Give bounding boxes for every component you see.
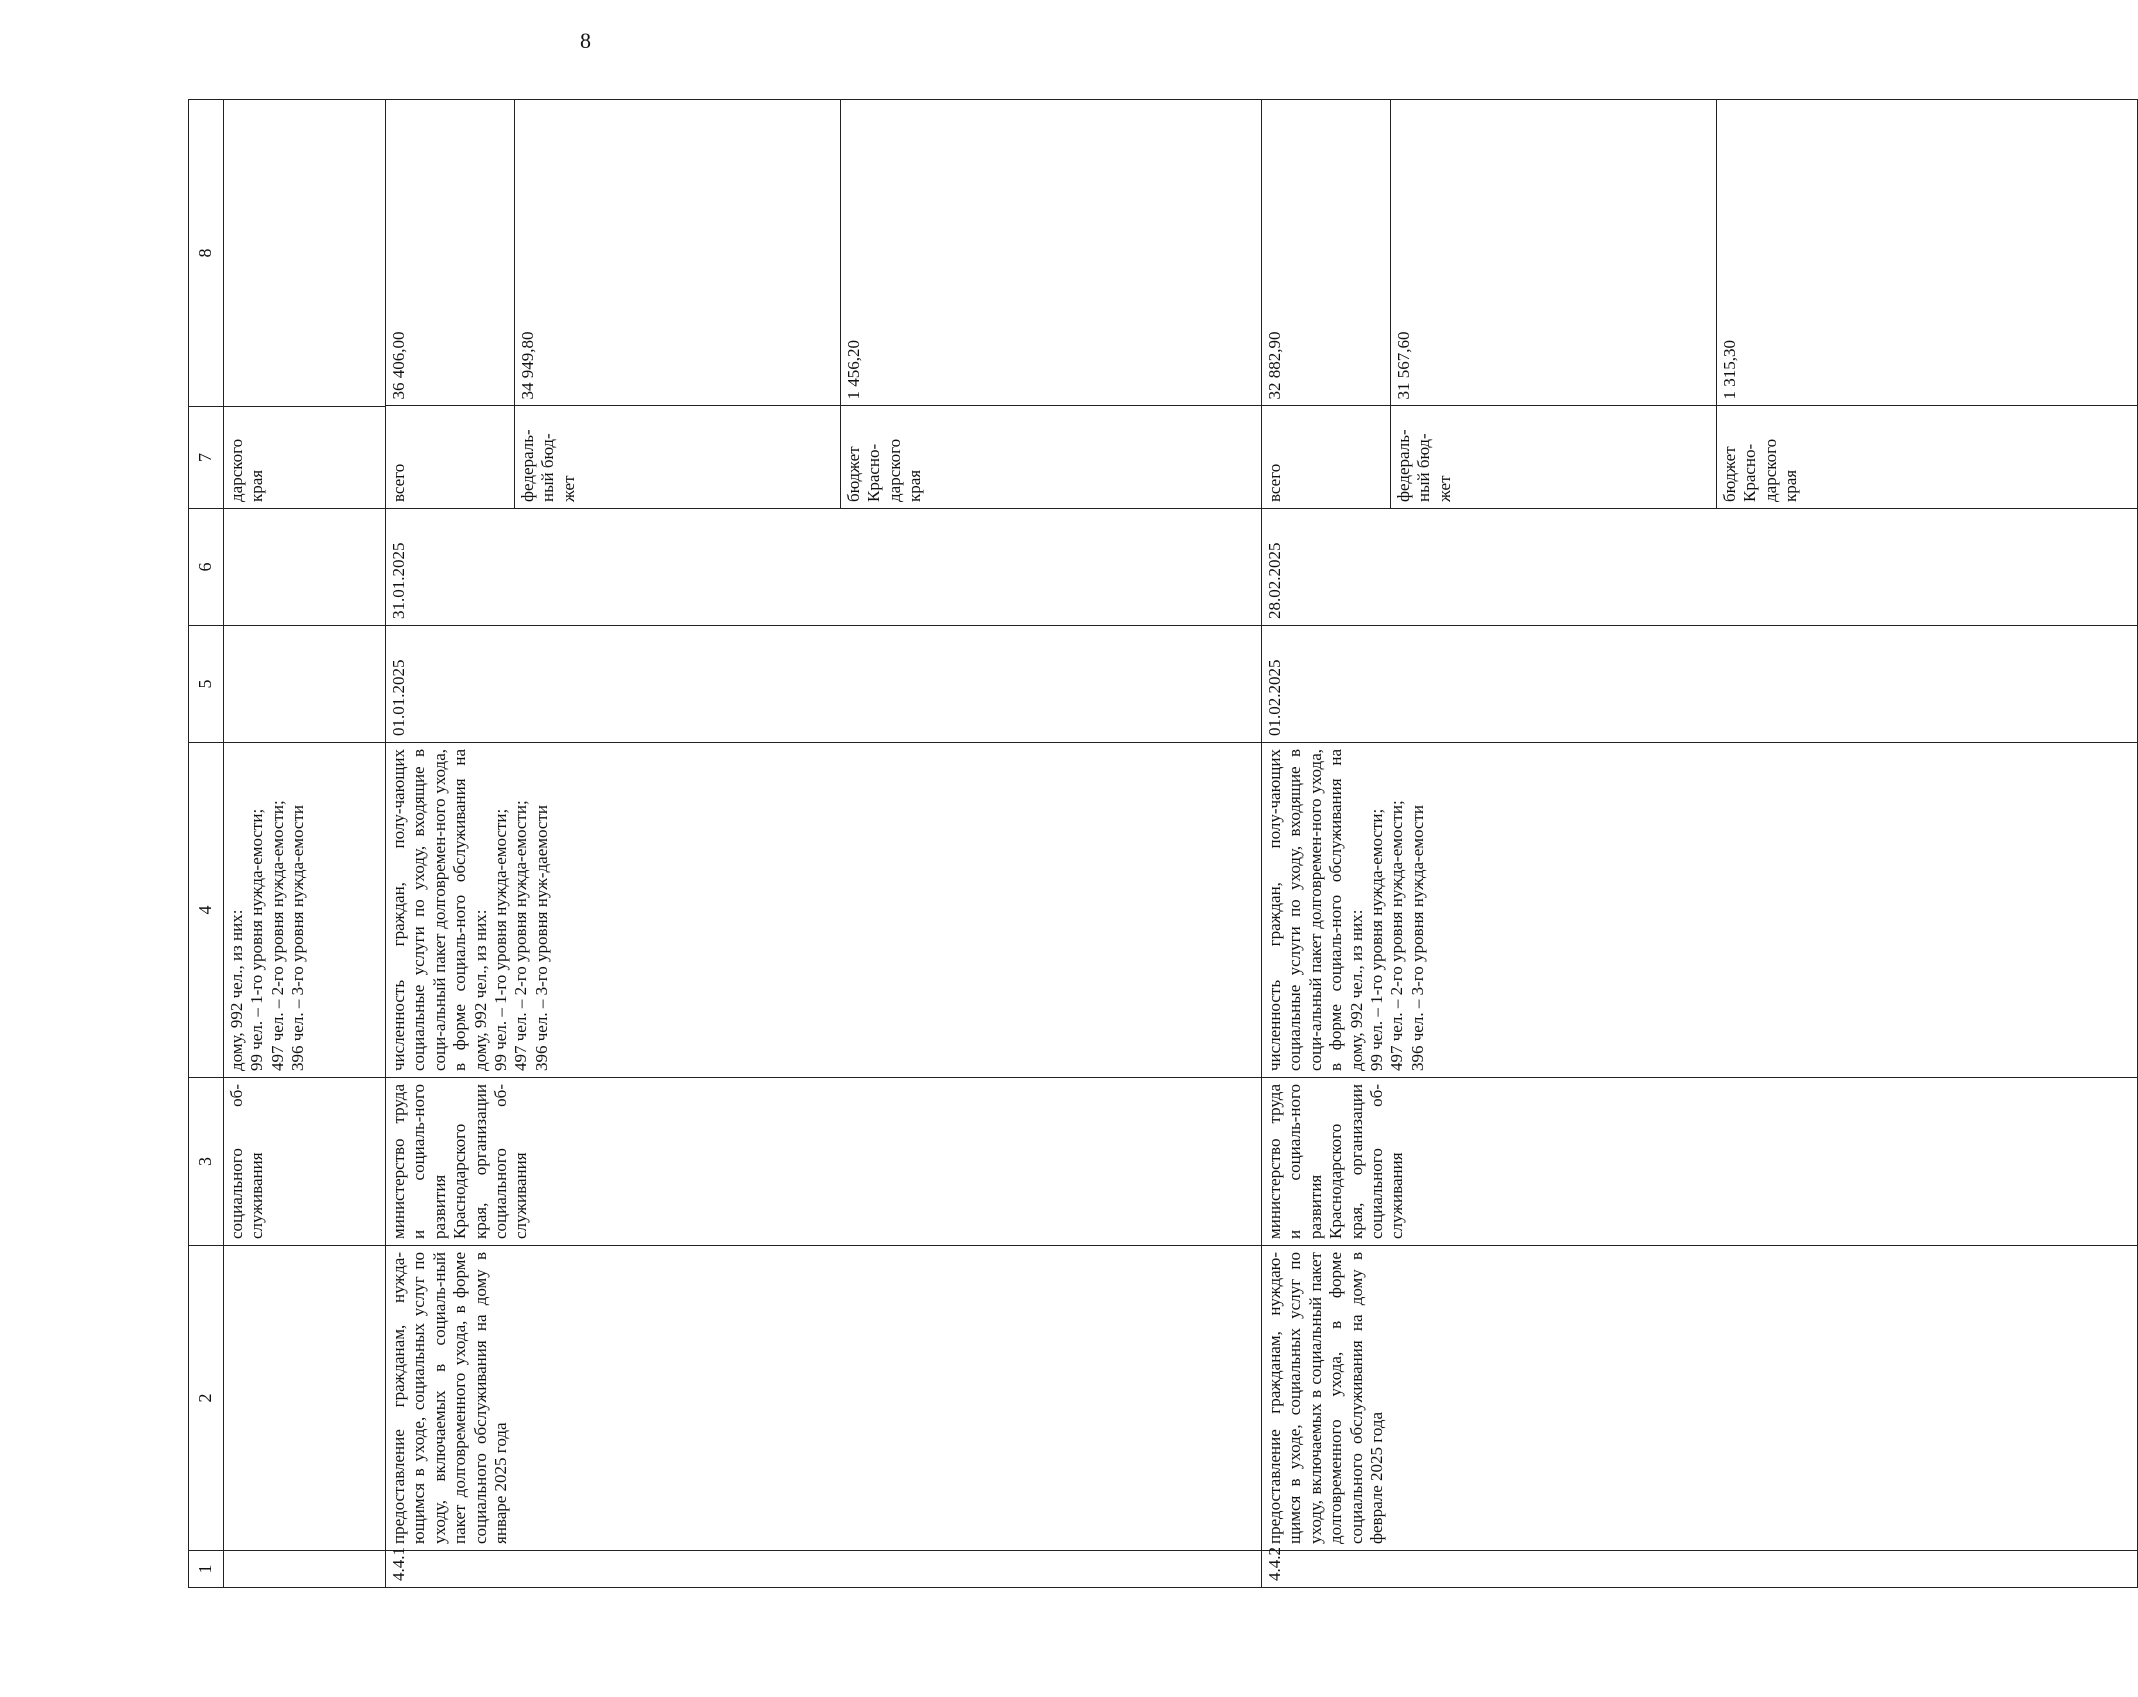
funding-cell bbox=[386, 100, 1262, 509]
header-col-5: 5 bbox=[189, 626, 224, 743]
header-col-2: 2 bbox=[189, 1246, 224, 1551]
funding-row bbox=[840, 99, 1261, 508]
funding-amount: 34 949,80 bbox=[514, 99, 840, 406]
rotated-table-wrapper bbox=[188, 100, 1800, 1588]
indicator bbox=[386, 743, 1262, 1078]
funding-row bbox=[1716, 99, 2137, 508]
funding-source: всего bbox=[386, 406, 514, 508]
end-date: 31.01.2025 bbox=[386, 509, 1262, 626]
funding-amount: 1 456,20 bbox=[843, 340, 863, 400]
indicator-line: 99 чел. – 1-го уровня нужда-емости; bbox=[490, 808, 510, 1071]
header-col-6: 6 bbox=[189, 509, 224, 626]
start-date: 01.01.2025 bbox=[386, 626, 1262, 743]
table-row bbox=[1262, 100, 2138, 1588]
indicator-line: численность граждан, полу-чающих социальные услуги по уходу, входящие в соци-альный пакет долговремен-ного ухода, в форме социаль-ного обслуживания на дому, 992 чел., из них: bbox=[389, 749, 490, 1071]
header-col-8: 8 bbox=[189, 100, 224, 407]
table-row bbox=[386, 100, 1262, 1588]
funding-source: бюджет Красно-дарского края bbox=[840, 406, 1261, 508]
header-row bbox=[189, 100, 224, 1588]
funding-source: федераль-ный бюд-жет bbox=[514, 406, 840, 508]
plan-table bbox=[188, 99, 2138, 1588]
indicator bbox=[1262, 743, 2138, 1078]
funding-table bbox=[386, 99, 1261, 508]
funding-amount: 32 882,90 bbox=[1262, 99, 1390, 406]
event-name: предоставление гражданам, нуждаю-щимся в уходе, социальных услуг по уходу, включаемых в социальный пакет долговременного ухода, в форме социального обслуживания на дому в феврале 2025 года bbox=[1262, 1246, 2138, 1551]
continuation-row bbox=[224, 100, 386, 1588]
indicator-line: 99 чел. – 1-го уровня нужда-емости; bbox=[1366, 808, 1386, 1071]
header-col-1: 1 bbox=[189, 1551, 224, 1588]
continuation-indicator bbox=[224, 743, 386, 1078]
page-number: 8 bbox=[580, 28, 591, 53]
indicator-line: 497 чел. – 2-го уровня нужда-емости; bbox=[267, 800, 287, 1071]
row-number: 4.4.1 bbox=[386, 1551, 1262, 1588]
executor: министерство труда и социаль-ного развития Краснодарского края, организации социального об-служивания bbox=[386, 1078, 1262, 1246]
start-date: 01.02.2025 bbox=[1262, 626, 2138, 743]
continuation-source: дарского края bbox=[224, 407, 386, 509]
header-col-4: 4 bbox=[189, 743, 224, 1078]
end-date: 28.02.2025 bbox=[1262, 509, 2138, 626]
continuation-executor: социального об-служивания bbox=[224, 1078, 386, 1246]
indicator-line: 396 чел. – 3-го уровня нужда-емости bbox=[1407, 804, 1427, 1071]
indicator-line: 99 чел. – 1-го уровня нужда-емости; bbox=[247, 808, 267, 1071]
indicator-line: 396 чел. – 3-го уровня нуж-даемости bbox=[531, 804, 551, 1071]
header-col-7: 7 bbox=[189, 407, 224, 509]
funding-amount: 31 567,60 bbox=[1390, 99, 1716, 406]
event-name: предоставление гражданам, нужда-ющимся в уходе, социальных услуг по уходу, включаемых в социаль-ный пакет долговременного ухода, в форме социального обслуживания на дому в январе 2025 года bbox=[386, 1246, 1262, 1551]
funding-source: федераль-ный бюд-жет bbox=[1390, 406, 1716, 508]
indicator-line: 497 чел. – 2-го уровня нужда-емости; bbox=[1387, 800, 1407, 1071]
funding-row bbox=[1262, 99, 1390, 508]
funding-amount: 36 406,00 bbox=[386, 99, 514, 406]
indicator-line: дому, 992 чел., из них: bbox=[227, 909, 246, 1071]
funding-row bbox=[1390, 99, 1716, 508]
funding-table bbox=[1262, 99, 2137, 508]
funding-row bbox=[386, 99, 514, 508]
funding-cell bbox=[1262, 100, 2138, 509]
funding-source: бюджет Красно-дарского края bbox=[1716, 406, 2137, 508]
indicator-line: 396 чел. – 3-го уровня нужда-емости bbox=[288, 804, 308, 1071]
funding-row bbox=[514, 99, 840, 508]
indicator-line: численность граждан, полу-чающих социальные услуги по уходу, входящие в соци-альный пакет долговремен-ного ухода, в форме социаль-ного обслуживания на дому, 992 чел., из них: bbox=[1265, 749, 1366, 1071]
funding-source: всего bbox=[1262, 406, 1390, 508]
indicator-line: 497 чел. – 2-го уровня нужда-емости; bbox=[511, 800, 531, 1071]
row-number: 4.4.2 bbox=[1262, 1551, 2138, 1588]
executor: министерство труда и социаль-ного развития Краснодарского края, организации социального об-служивания bbox=[1262, 1078, 2138, 1246]
header-col-3: 3 bbox=[189, 1078, 224, 1246]
funding-amount: 1 315,30 bbox=[1719, 340, 1739, 400]
